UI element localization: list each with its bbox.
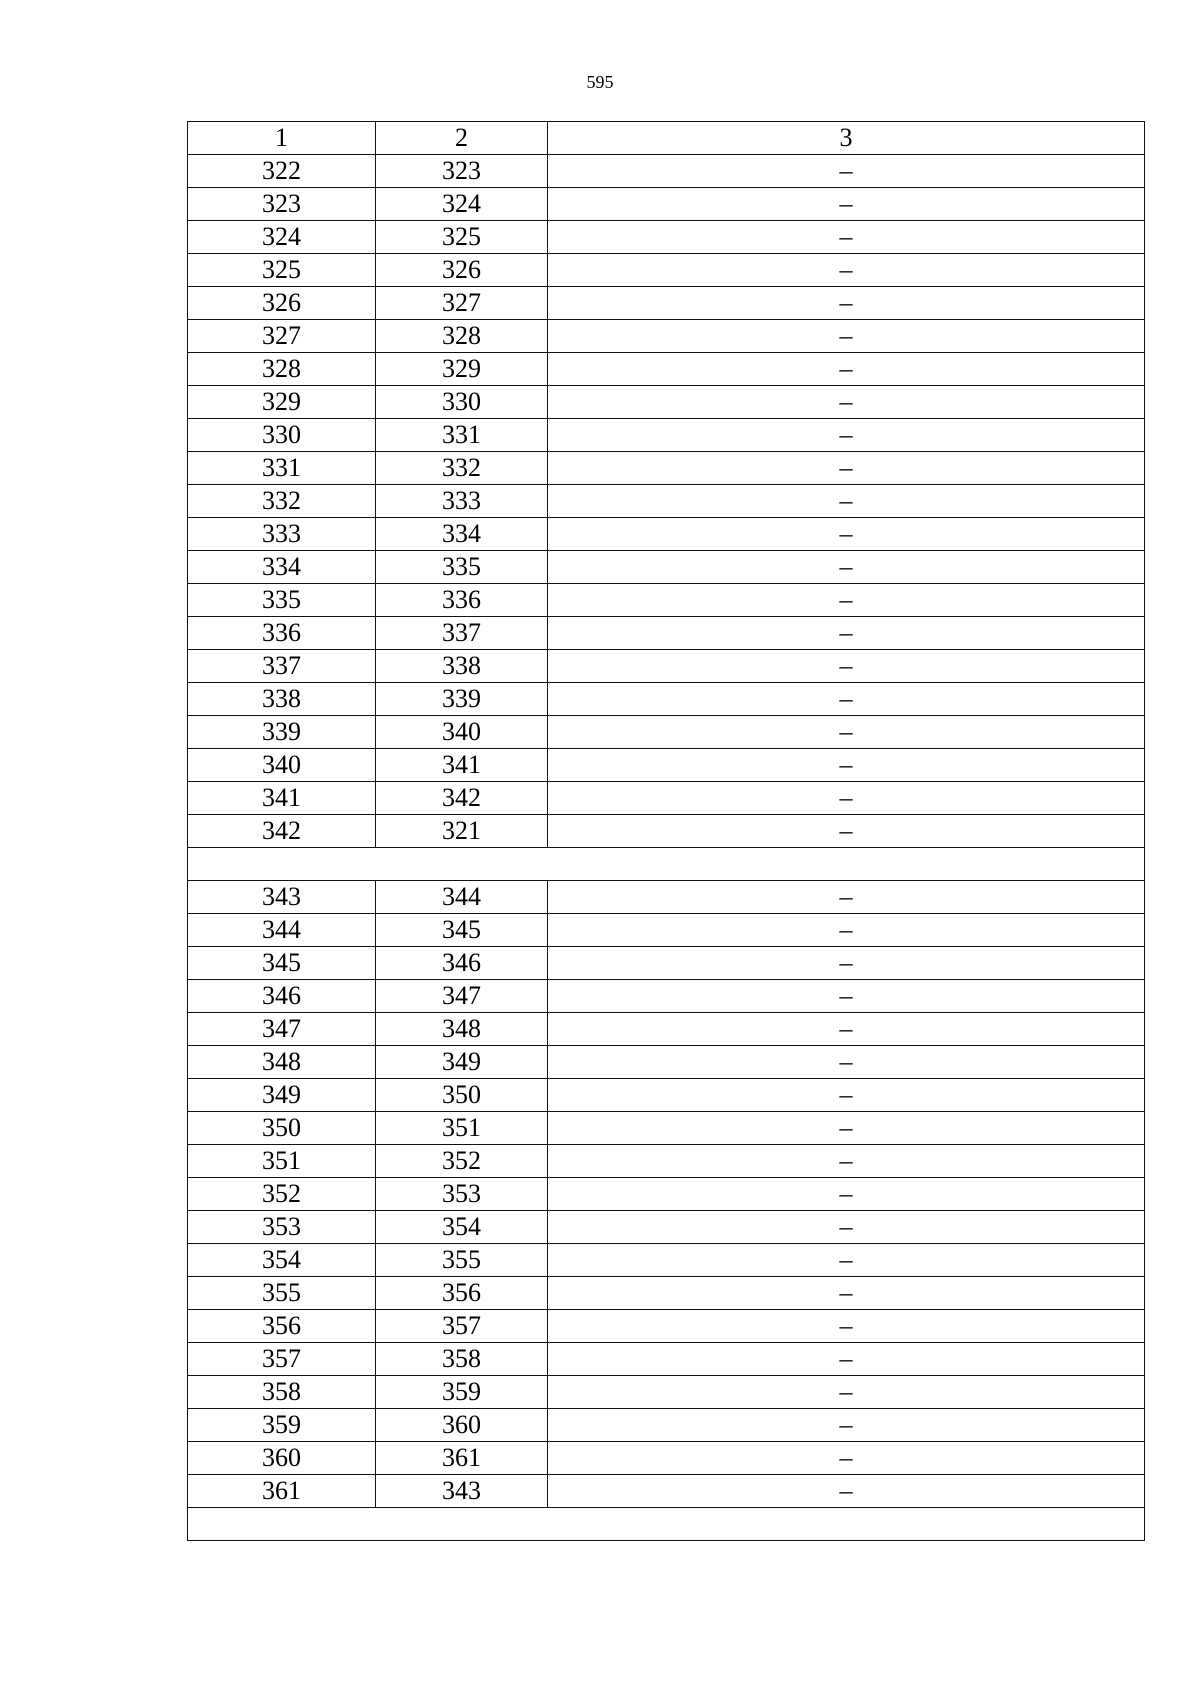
- table-cell-col-3: –: [548, 452, 1145, 485]
- table-cell-col-2: 358: [376, 1343, 548, 1376]
- table-cell-col-3: –: [548, 650, 1145, 683]
- table-cell-col-1: 331: [188, 452, 376, 485]
- table-cell-col-3: –: [548, 716, 1145, 749]
- header-row: [188, 122, 1145, 155]
- table-cell-col-2: 329: [376, 353, 548, 386]
- table-row: [188, 1343, 1145, 1376]
- table-cell-col-2: 346: [376, 947, 548, 980]
- table-row: [188, 1376, 1145, 1409]
- table-row: [188, 518, 1145, 551]
- header-cell-2: 2: [376, 122, 548, 155]
- table-row: [188, 1112, 1145, 1145]
- table-row: [188, 1145, 1145, 1178]
- empty-separator-cell: [188, 848, 1145, 881]
- table-cell-col-3: –: [548, 881, 1145, 914]
- table-cell-col-1: 343: [188, 881, 376, 914]
- table-cell-col-1: 323: [188, 188, 376, 221]
- table-cell-col-2: 335: [376, 551, 548, 584]
- table-row: [188, 1244, 1145, 1277]
- table-cell-col-2: 340: [376, 716, 548, 749]
- table-cell-col-1: 353: [188, 1211, 376, 1244]
- table-row: [188, 1310, 1145, 1343]
- table-cell-col-1: 339: [188, 716, 376, 749]
- table-row: [188, 188, 1145, 221]
- table-row: [188, 155, 1145, 188]
- table-cell-col-1: 350: [188, 1112, 376, 1145]
- table-cell-col-3: –: [548, 287, 1145, 320]
- table-cell-col-3: –: [548, 221, 1145, 254]
- table-cell-col-3: –: [548, 980, 1145, 1013]
- table-row: [188, 419, 1145, 452]
- table-cell-col-1: 333: [188, 518, 376, 551]
- table-cell-col-3: –: [548, 551, 1145, 584]
- table-cell-col-2: 333: [376, 485, 548, 518]
- table-row: [188, 287, 1145, 320]
- table-cell-col-3: –: [548, 155, 1145, 188]
- table-cell-col-3: –: [548, 1145, 1145, 1178]
- table-cell-col-2: 327: [376, 287, 548, 320]
- table-cell-col-2: 353: [376, 1178, 548, 1211]
- table-cell-col-1: 354: [188, 1244, 376, 1277]
- table-row: [188, 650, 1145, 683]
- table-row: [188, 749, 1145, 782]
- page-number: [0, 72, 1200, 93]
- table-cell-col-2: 360: [376, 1409, 548, 1442]
- table-cell-col-2: 342: [376, 782, 548, 815]
- table-cell-col-2: 359: [376, 1376, 548, 1409]
- table-cell-col-3: –: [548, 584, 1145, 617]
- table-body: [188, 122, 1145, 1541]
- table-cell-col-2: 323: [376, 155, 548, 188]
- table-cell-col-2: 344: [376, 881, 548, 914]
- table-cell-col-2: 352: [376, 1145, 548, 1178]
- table-cell-col-3: –: [548, 188, 1145, 221]
- table-cell-col-2: 326: [376, 254, 548, 287]
- table-cell-col-2: 339: [376, 683, 548, 716]
- table-cell-col-2: 330: [376, 386, 548, 419]
- table-cell-col-1: 347: [188, 1013, 376, 1046]
- table-row: [188, 485, 1145, 518]
- table-cell-col-1: 329: [188, 386, 376, 419]
- empty-separator-cell: [188, 1508, 1145, 1541]
- table-row: [188, 452, 1145, 485]
- table-cell-col-1: 349: [188, 1079, 376, 1112]
- table-cell-col-2: 355: [376, 1244, 548, 1277]
- table-cell-col-1: 338: [188, 683, 376, 716]
- table-cell-col-1: 332: [188, 485, 376, 518]
- table-cell-col-2: 336: [376, 584, 548, 617]
- table-cell-col-2: 334: [376, 518, 548, 551]
- table-cell-col-2: 361: [376, 1442, 548, 1475]
- table-cell-col-3: –: [548, 320, 1145, 353]
- table-cell-col-3: –: [548, 353, 1145, 386]
- table-row: [188, 815, 1145, 848]
- table-cell-col-3: –: [548, 1310, 1145, 1343]
- table-cell-col-1: 345: [188, 947, 376, 980]
- table-cell-col-3: –: [548, 254, 1145, 287]
- table-row: [188, 1178, 1145, 1211]
- table-row: [188, 683, 1145, 716]
- table-cell-col-2: 321: [376, 815, 548, 848]
- table-cell-col-1: 360: [188, 1442, 376, 1475]
- table-cell-col-2: 349: [376, 1046, 548, 1079]
- table-row: [188, 221, 1145, 254]
- table-cell-col-1: 335: [188, 584, 376, 617]
- empty-separator-row: [188, 1508, 1145, 1541]
- table-cell-col-1: 342: [188, 815, 376, 848]
- table-cell-col-3: –: [548, 1475, 1145, 1508]
- table-cell-col-3: –: [548, 1343, 1145, 1376]
- table-row: [188, 716, 1145, 749]
- table-row: [188, 1442, 1145, 1475]
- table-cell-col-3: –: [548, 1112, 1145, 1145]
- table-row: [188, 584, 1145, 617]
- table-cell-col-1: 328: [188, 353, 376, 386]
- table-cell-col-2: 343: [376, 1475, 548, 1508]
- table-cell-col-2: 351: [376, 1112, 548, 1145]
- table-cell-col-3: –: [548, 386, 1145, 419]
- table-cell-col-1: 340: [188, 749, 376, 782]
- table-row: [188, 353, 1145, 386]
- table-row: [188, 320, 1145, 353]
- table-cell-col-3: –: [548, 1244, 1145, 1277]
- table-cell-col-1: 344: [188, 914, 376, 947]
- table-cell-col-1: 348: [188, 1046, 376, 1079]
- table-row: [188, 980, 1145, 1013]
- table-row: [188, 914, 1145, 947]
- table-cell-col-1: 325: [188, 254, 376, 287]
- table-cell-col-1: 352: [188, 1178, 376, 1211]
- table-cell-col-3: –: [548, 1013, 1145, 1046]
- table-cell-col-1: 361: [188, 1475, 376, 1508]
- table-row: [188, 1013, 1145, 1046]
- table-cell-col-3: –: [548, 1079, 1145, 1112]
- table-cell-col-2: 325: [376, 221, 548, 254]
- table-cell-col-3: –: [548, 947, 1145, 980]
- table-cell-col-3: –: [548, 1376, 1145, 1409]
- table-cell-col-3: –: [548, 1277, 1145, 1310]
- table-cell-col-2: 328: [376, 320, 548, 353]
- table-cell-col-3: –: [548, 617, 1145, 650]
- table-cell-col-3: –: [548, 1211, 1145, 1244]
- table-cell-col-1: 330: [188, 419, 376, 452]
- table-cell-col-1: 324: [188, 221, 376, 254]
- table-cell-col-1: 359: [188, 1409, 376, 1442]
- table-cell-col-3: –: [548, 815, 1145, 848]
- table-cell-col-1: 336: [188, 617, 376, 650]
- table-cell-col-2: 338: [376, 650, 548, 683]
- table-cell-col-2: 324: [376, 188, 548, 221]
- header-cell-1: 1: [188, 122, 376, 155]
- table-cell-col-2: 357: [376, 1310, 548, 1343]
- table-row: [188, 1409, 1145, 1442]
- table-row: [188, 386, 1145, 419]
- table-cell-col-2: 337: [376, 617, 548, 650]
- table-cell-col-1: 357: [188, 1343, 376, 1376]
- table-cell-col-1: 326: [188, 287, 376, 320]
- table-row: [188, 1277, 1145, 1310]
- table-cell-col-1: 334: [188, 551, 376, 584]
- table-cell-col-3: –: [548, 419, 1145, 452]
- table-cell-col-2: 350: [376, 1079, 548, 1112]
- table-cell-col-1: 358: [188, 1376, 376, 1409]
- table-cell-col-2: 341: [376, 749, 548, 782]
- table-cell-col-1: 341: [188, 782, 376, 815]
- table-row: [188, 782, 1145, 815]
- table-cell-col-2: 332: [376, 452, 548, 485]
- table-cell-col-1: 327: [188, 320, 376, 353]
- table-cell-col-1: 346: [188, 980, 376, 1013]
- header-cell-3: 3: [548, 122, 1145, 155]
- table-row: [188, 881, 1145, 914]
- empty-separator-row: [188, 848, 1145, 881]
- table-cell-col-3: –: [548, 1409, 1145, 1442]
- table-row: [188, 551, 1145, 584]
- table-cell-col-2: 348: [376, 1013, 548, 1046]
- table-row: [188, 1046, 1145, 1079]
- table-cell-col-3: –: [548, 1442, 1145, 1475]
- table-cell-col-2: 331: [376, 419, 548, 452]
- table-cell-col-3: –: [548, 1046, 1145, 1079]
- page-number-text: 595: [586, 72, 614, 92]
- table-row: [188, 1211, 1145, 1244]
- table-row: [188, 1079, 1145, 1112]
- table-cell-col-3: –: [548, 683, 1145, 716]
- data-table: [187, 121, 1145, 1541]
- table-cell-col-2: 356: [376, 1277, 548, 1310]
- table-cell-col-3: –: [548, 782, 1145, 815]
- table-row: [188, 254, 1145, 287]
- table-row: [188, 947, 1145, 980]
- table-cell-col-3: –: [548, 914, 1145, 947]
- table-cell-col-1: 351: [188, 1145, 376, 1178]
- table-cell-col-1: 322: [188, 155, 376, 188]
- table-cell-col-3: –: [548, 518, 1145, 551]
- table-cell-col-1: 356: [188, 1310, 376, 1343]
- table-cell-col-3: –: [548, 485, 1145, 518]
- table-cell-col-1: 355: [188, 1277, 376, 1310]
- table-cell-col-1: 337: [188, 650, 376, 683]
- table-cell-col-3: –: [548, 1178, 1145, 1211]
- table-cell-col-2: 354: [376, 1211, 548, 1244]
- table-cell-col-3: –: [548, 749, 1145, 782]
- table-row: [188, 1475, 1145, 1508]
- table-cell-col-2: 345: [376, 914, 548, 947]
- table-cell-col-2: 347: [376, 980, 548, 1013]
- table-row: [188, 617, 1145, 650]
